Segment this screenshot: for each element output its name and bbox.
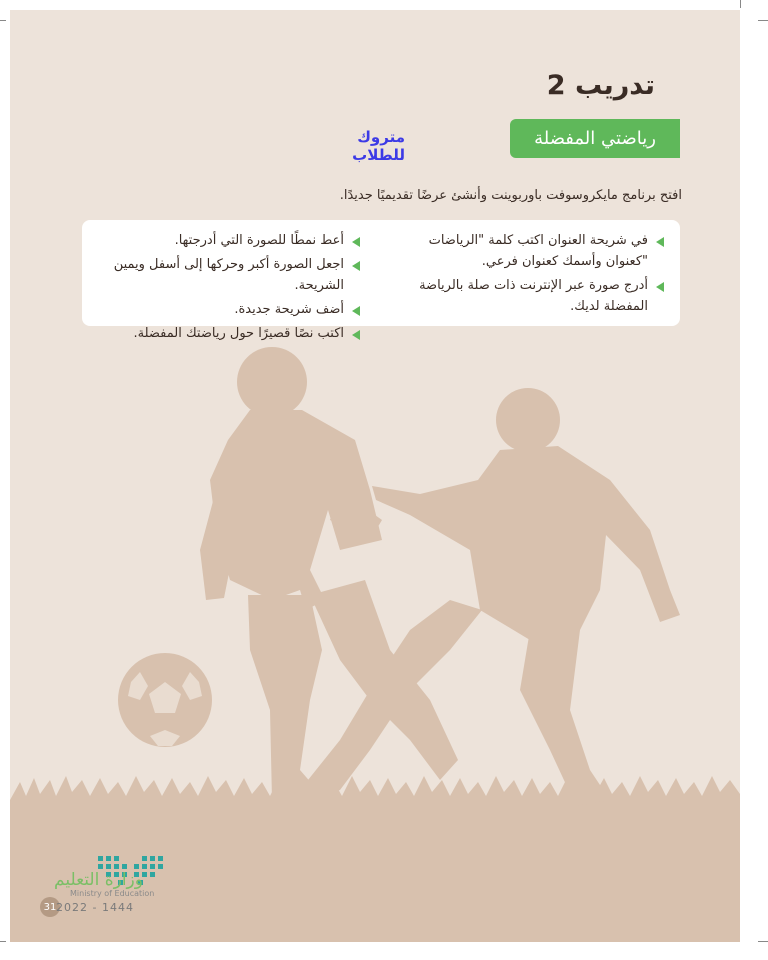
bullet-icon (352, 237, 360, 247)
ministry-name-en: Ministry of Education (70, 889, 155, 898)
section-tag: رياضتي المفضلة (510, 119, 680, 158)
page-title: تدريب 2 (546, 70, 655, 101)
step-text: أضف شريحة جديدة. (234, 302, 344, 317)
step-text: أعط نمطًا للصورة التي أدرجتها. (174, 233, 344, 248)
bullet-icon (656, 237, 664, 247)
page-number: 31 (40, 897, 60, 917)
step-text: اكتب نصًا قصيرًا حول رياضتك المفضلة. (133, 326, 344, 341)
edition-year: 2022 - 1444 (56, 901, 134, 914)
bullet-icon (352, 330, 360, 340)
textbook-page (10, 10, 740, 942)
step-item (82, 299, 362, 320)
steps-column-left (82, 230, 362, 347)
crop-mark (740, 0, 741, 8)
crop-mark (758, 941, 768, 942)
bullet-icon (352, 261, 360, 271)
step-item (384, 230, 666, 272)
step-text: أدرج صورة عبر الإنترنت ذات صلة بالرياضة المفضلة لديك. (419, 278, 648, 314)
ministry-name: وزارة التعليم (54, 870, 143, 890)
intro-instruction: افتح برنامج مايكروسوفت باوربوينت وأنشئ عرضًا تقديميًا جديدًا. (339, 188, 682, 203)
step-item (82, 230, 362, 251)
bullet-icon (352, 306, 360, 316)
step-text: اجعل الصورة أكبر وحركها إلى أسفل ويمين الشريحة. (113, 257, 344, 293)
left-to-students-label: متروك للطلاب (352, 128, 405, 164)
step-item (384, 275, 666, 317)
bullet-icon (656, 282, 664, 292)
step-item (82, 254, 362, 296)
steps-column-right (384, 230, 666, 320)
crop-mark (758, 20, 768, 21)
steps-box (82, 220, 680, 341)
step-item (82, 323, 362, 344)
crop-mark (0, 20, 6, 21)
crop-mark (0, 941, 6, 942)
step-text: في شريحة العنوان اكتب كلمة "الرياضات "كعنوان وأسمك كعنوان فرعي. (428, 233, 648, 269)
